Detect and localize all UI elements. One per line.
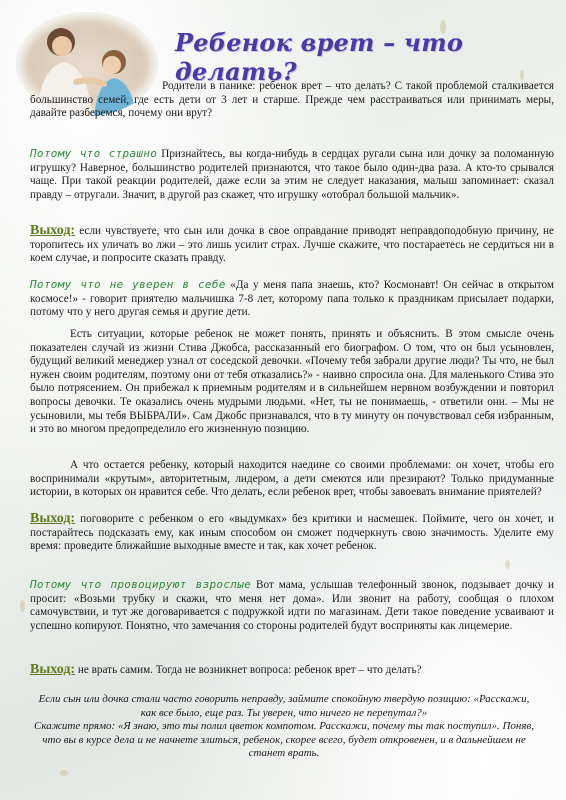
background-speckle [60, 770, 68, 776]
section-2-question-paragraph: А что остается ребенку, который находится наедине со своими проблемами: он хочет, чтобы его воспринимали «крутым», авторитетным, лидером, а дети смеются или презирают? Только придуманные истории, в которых он нравится себе. Что делать, если ребенок врет, чтобы завоевать внимание приятелей? [30, 459, 554, 499]
footer-line-1: Если сын или дочка стали часто говорить неправду, займите спокойную твердую позицию: «Расскажи, как все было, еще раз. Ты уверен, что ничего не перепутал?» [38, 693, 530, 719]
background-speckle [505, 560, 510, 569]
footer-line-2: Скажите прямо: «Я знаю, это ты полил цветок компотом. Расскажи, почему ты так поступил». Поняв, что вы в курсе дела и не начнете злиться, ребенок, скорее всего, будет откровенен, и в дальнейшем не станет врать. [33, 720, 535, 760]
section-1-text: Признайтесь, вы когда-нибудь в сердцах ругали сына или дочку за поломанную игрушку? Наверное, большинство родителей признаются, что такое было один-два раза. А кто-то срывался чаще. При такой реакции родителей, даже если за этим не следует наказания, малыш запоминает: сказал правду – отругали. Значит, в другой раз скажет, что игрушку «отобрал большой мальчик». [30, 148, 555, 201]
section-1-exit-text: если чувствуете, что сын или дочка в свое оправдание приводят неправдоподобную причину, не торопитесь их уличать во лжи – это лишь усилит страх. Лучше скажите, что постараетесь не сердиться ни в коем случае, и попросите сказать правду. [30, 225, 554, 265]
section-1-exit [30, 224, 554, 266]
section-2-paragraph [30, 278, 554, 320]
section-1-exit-label: Выход: [30, 223, 76, 238]
section-2-text: «Да у меня папа знаешь, кто? Космонавт! Он сейчас в открытом космосе!» - говорит приятелю мальчишка 7-8 лет, которому папа только к праздникам присылает подарки, потому что у него другая семья и другие дети. [30, 279, 554, 319]
section-3-heading: Потому что провоцируют взрослые [30, 578, 252, 591]
page-title: Ребенок врет – что делать? [175, 28, 464, 86]
section-2-jobs-paragraph: Есть ситуации, которые ребенок не может понять, принять и объяснить. В этом смысле очень показателен случай из жизни Стива Джобса, рассказанный его биографом. О том, что он был усыновлен, будущий великий менеджер узнал от соседской девочки. «Почему тебя забрали другие люди? Ты что, не был нужен своим родителям, поэтому они от тебя отказались?» - наивно спросила она. Для маленького Стива это было потрясением. Он прибежал к приемным родителям и в сильнейшем нервном возбуждении и повторил вопросы девочки. Те оказались очень мудрыми людьми. «Нет, ты не понимаешь, - ответили они. – Мы не усыновили, мы тебя ВЫБРАЛИ». Сам Джобс признавался, что в ту минуту он почувствовал себя избранным, и это во многом предопределило его жизненную позицию. [30, 328, 554, 436]
section-1-heading: Потому что страшно [30, 147, 158, 160]
section-2-exit-text: поговорите с ребенком о его «выдумках» без критики и насмешек. Поймите, чего он хочет, и постарайтесь подсказать ему, как иным способом он сможет подчеркнуть свою значимость. Уделите ему время: проведите ближайшие выходные вместе и так, как хочет ребенок. [30, 513, 554, 553]
footer-advice [32, 693, 536, 761]
section-2-exit [30, 512, 554, 554]
intro-paragraph: Родители в панике: ребенок врет – что делать? С такой проблемой сталкивается большинство семей, где есть дети от 3 лет и старше. Прежде чем расстраиваться или принимать меры, давайте разберемся, почему они врут? [30, 80, 554, 120]
section-3-text: Вот мама, услышав телефонный звонок, подзывает дочку и просит: «Возьми трубку и скажи, что меня нет дома». Или звонит на работу, сообщая о плохом самочувствии, и тут же договаривается с подружкой идти по магазинам. Дети такое поведение усваивают и успешно копируют. Понятно, что замечания со стороны родителей будут восприняты как лицемерие. [30, 579, 555, 632]
section-3-exit [30, 663, 554, 678]
background-speckle [20, 600, 25, 612]
section-3-paragraph [30, 578, 554, 633]
section-3-exit-label: Выход: [30, 662, 76, 677]
section-3-exit-text: не врать самим. Тогда не возникнет вопроса: ребенок врет – что делать? [77, 664, 422, 676]
section-1-paragraph [30, 147, 554, 202]
section-2-heading: Потому что не уверен в себе [30, 278, 226, 291]
section-2-exit-label: Выход: [30, 511, 76, 526]
